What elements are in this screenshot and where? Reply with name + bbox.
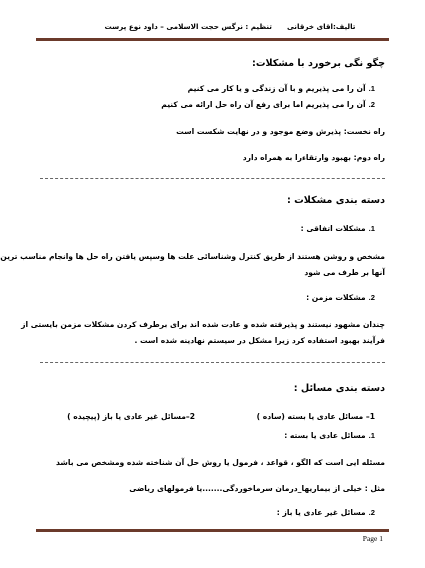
footer-rule bbox=[36, 529, 389, 532]
paragraph-way-one: راه نخست: پذیرش وضع موجود و در نهایت شکست است bbox=[176, 127, 385, 136]
list-number: 2. bbox=[368, 100, 375, 109]
section-title-problem-handling: چگو نگی برخورد با مشکلات: bbox=[252, 58, 385, 69]
page-header bbox=[100, 22, 360, 31]
paragraph-way-two: راه دوم: بهبود وارتقاءرا به همراه دارد bbox=[242, 153, 385, 162]
header-editor: تنظیم : نرگس حجت الاسلامی – داود نوع پرست bbox=[104, 22, 273, 31]
section-title-problem-types: دسته بندی مشکلات : bbox=[286, 195, 385, 206]
list-number: 1. bbox=[368, 84, 375, 93]
list-text: مشکلات اتفاقی : bbox=[300, 224, 366, 233]
list-item bbox=[277, 508, 375, 517]
list-item bbox=[284, 431, 375, 440]
dashed-divider bbox=[40, 362, 385, 363]
dashed-divider bbox=[40, 178, 385, 179]
list-text: آن را می پذیریم و با آن زندگی و یا کار می کنیم bbox=[187, 84, 366, 93]
list-number: 1. bbox=[368, 431, 375, 440]
list-number: 1. bbox=[368, 224, 375, 233]
paragraph-line: آنها بر طرف می شود bbox=[304, 268, 385, 277]
paragraph-line: چندان مشهود نیستند و پذیرفته شده و عادت شده اند برای برطرف کردن مشکلات مزمن بایستی از bbox=[21, 320, 385, 329]
list-item bbox=[161, 100, 375, 109]
example-line: مثل : خیلی از بیماریها_درمان سرماخوردگی.......یا فرمولهای ریاضی bbox=[129, 484, 385, 493]
list-text: مسائل عادی یا بسته : bbox=[284, 431, 366, 440]
section-title-issue-types: دسته بندی مسائل : bbox=[293, 383, 385, 394]
category-simple: 1– مسائل عادی یا بسته (ساده ) bbox=[256, 412, 375, 421]
header-author: تالیف:اقای خرقانی bbox=[287, 22, 356, 31]
paragraph-line: مسئله ایی است که الگو ، قواعد ، فرمول یا روش حل آن شناخته شده ومشخص می باشد bbox=[56, 458, 385, 467]
list-item bbox=[306, 293, 375, 302]
list-item bbox=[188, 84, 375, 93]
page-number: Page 1 bbox=[362, 534, 383, 543]
list-text: مسائل غیر عادی یا باز : bbox=[276, 508, 366, 517]
paragraph-line: مشخص و روشن هستند از طریق کنترل وشناسائی علت ها وسپس یافتن راه حل ها وانجام مناسب ترین bbox=[0, 252, 385, 261]
list-item bbox=[301, 224, 375, 233]
list-number: 2. bbox=[368, 293, 375, 302]
list-number: 2. bbox=[368, 508, 375, 517]
list-text: آن را می پذیریم اما برای رفع آن راه حل ارائه می کنیم bbox=[161, 100, 366, 109]
category-complex: 2–مسائل غیر عادی یا باز (پیچیده ) bbox=[67, 412, 195, 421]
header-rule bbox=[36, 38, 389, 41]
list-text: مشکلات مزمن : bbox=[306, 293, 366, 302]
paragraph-line: فرآیند بهبود استفاده کرد زیرا مشکل در سیستم نهادینه شده است . bbox=[134, 336, 385, 345]
